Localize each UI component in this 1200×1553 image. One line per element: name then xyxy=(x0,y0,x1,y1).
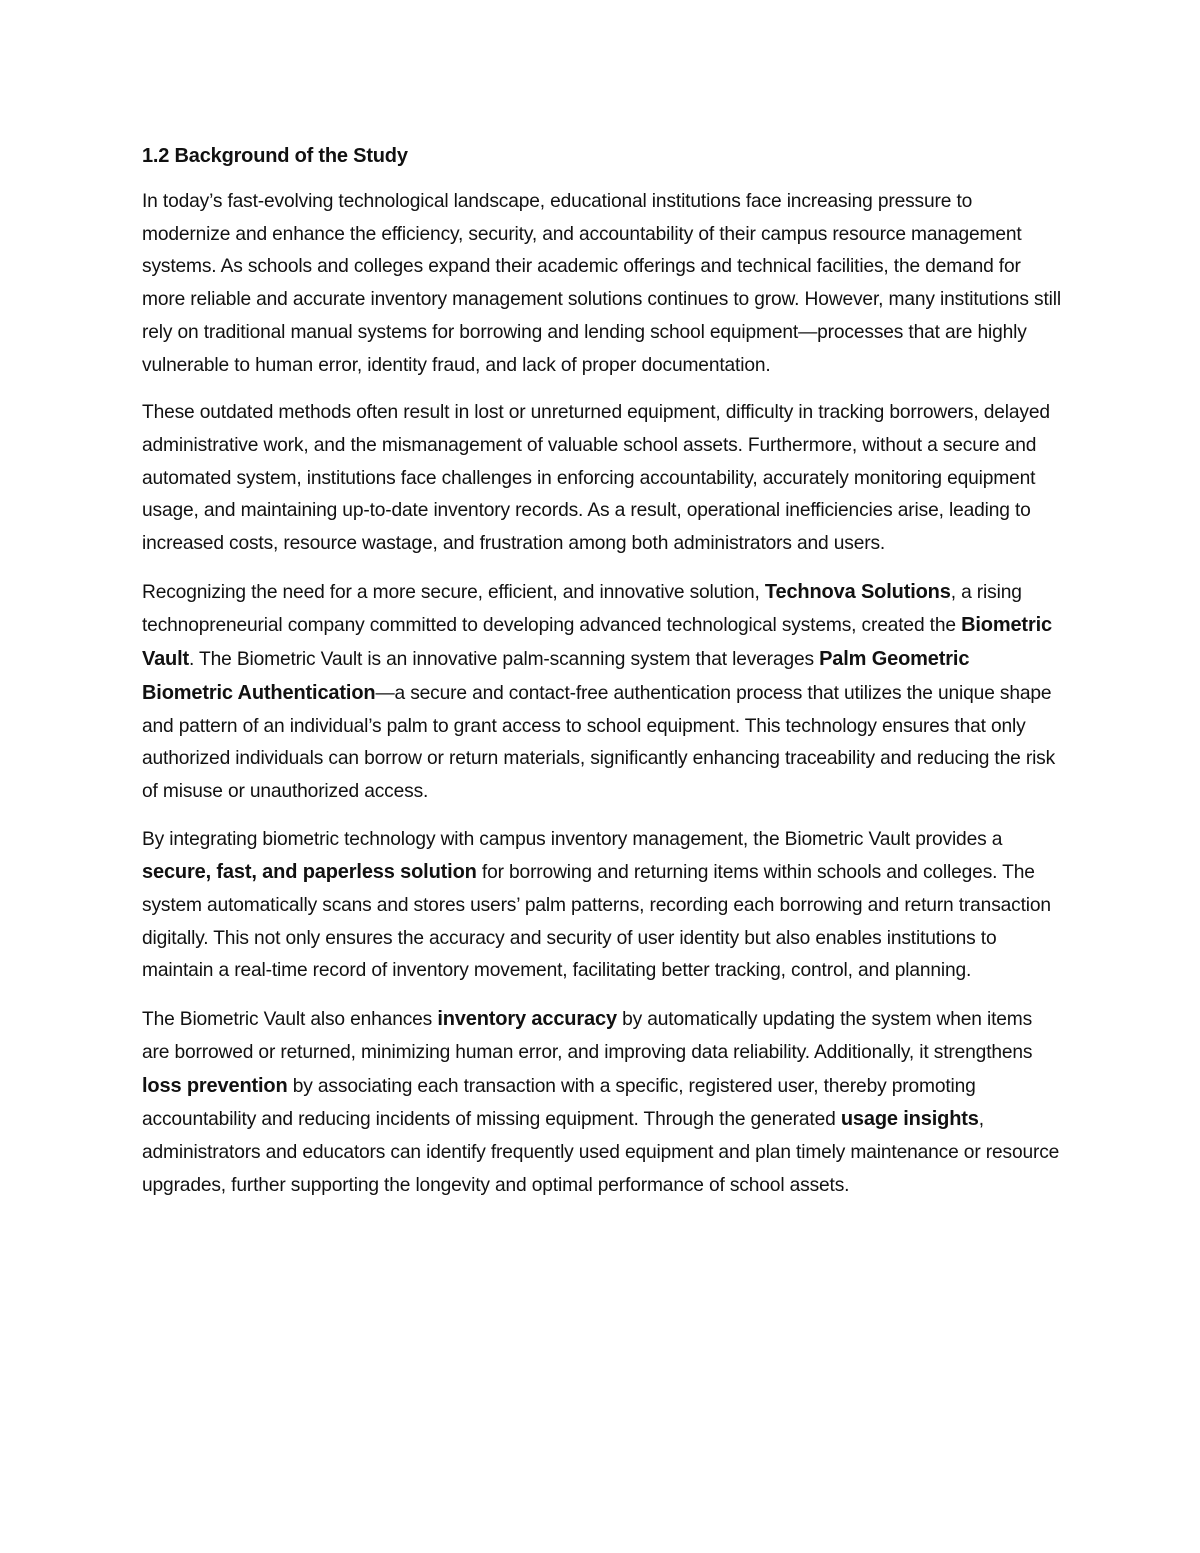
bold-phrase: Biometric Vault xyxy=(142,614,1052,671)
bold-phrase: loss prevention xyxy=(142,1074,288,1097)
text-run: , a rising technopreneurial company committed to developing advanced technological systems, created the xyxy=(142,581,1022,637)
text-run: , administrators and educators can identify frequently used equipment and plan timely maintenance or resource upgrades, further supporting the longevity and optimal performance of school assets. xyxy=(142,1109,1060,1196)
section-heading: 1.2 Background of the Study xyxy=(142,145,408,167)
text-run: The Biometric Vault also enhances xyxy=(142,1009,438,1031)
text-run: —a secure and contact-free authentication process that utilizes the unique shape and pattern of an individual’s palm to grant access to school equipment. This technology ensures that only authorized individuals can borrow or return materials, significantly enhancing traceability and reducing the risk of misuse or unauthorized access. xyxy=(142,682,1056,802)
text-run: . The Biometric Vault is an innovative palm-scanning system that leverages xyxy=(189,649,820,671)
text-run: By integrating biometric technology with campus inventory management, the Biometric Vault provides a xyxy=(142,828,1003,850)
bold-phrase: usage insights xyxy=(840,1108,979,1131)
paragraph xyxy=(142,186,1062,382)
paragraph xyxy=(142,1003,1062,1202)
bold-phrase: secure, fast, and paperless solution xyxy=(142,861,477,884)
text-run: These outdated methods often result in lost or unreturned equipment, difficulty in tracking borrowers, delayed administrative work, and the mismanagement of valuable school assets. Furthermore, without a secure and automated system, institutions face challenges in enforcing accountability, accurately monitoring equipment usage, and maintaining up-to-date inventory records. As a result, operational inefficiencies arise, leading to increased costs, resource wastage, and frustration among both administrators and users. xyxy=(142,402,1050,555)
text-run: by automatically updating the system when items are borrowed or returned, minimizing human error, and improving data reliability. Additionally, it strengthens xyxy=(142,1009,1033,1063)
bold-phrase: Technova Solutions xyxy=(764,580,951,603)
body-text xyxy=(142,186,1062,1202)
document-page xyxy=(142,140,1062,1217)
text-run: Recognizing the need for a more secure, efficient, and innovative solution, xyxy=(142,581,765,603)
text-run: In today’s fast-evolving technological landscape, educational institutions face increasing pressure to modernize and enhance the efficiency, security, and accountability of their campus resource management systems. As schools and colleges expand their academic offerings and technical facilities, the demand for more reliable and accurate inventory management solutions continues to grow. However, many institutions still rely on traditional manual systems for borrowing and lending school equipment—processes that are highly vulnerable to human error, identity fraud, and lack of proper documentation. xyxy=(142,191,1061,376)
paragraph xyxy=(142,824,1062,989)
bold-phrase: Palm Geometric Biometric Authentication xyxy=(142,648,970,704)
text-run: for borrowing and returning items within schools and colleges. The system automatically scans and stores users’ palm patterns, recording each borrowing and return transaction digitally. This not only ensures the accuracy and security of user identity but also enables institutions to maintain a real-time record of inventory movement, facilitating better tracking, control, and planning. xyxy=(142,862,1051,982)
text-run: by associating each transaction with a specific, registered user, thereby promoting accountability and reducing incidents of missing equipment. Through the generated xyxy=(142,1075,976,1131)
paragraph xyxy=(142,397,1062,561)
bold-phrase: inventory accuracy xyxy=(437,1008,617,1031)
paragraph xyxy=(142,576,1062,809)
